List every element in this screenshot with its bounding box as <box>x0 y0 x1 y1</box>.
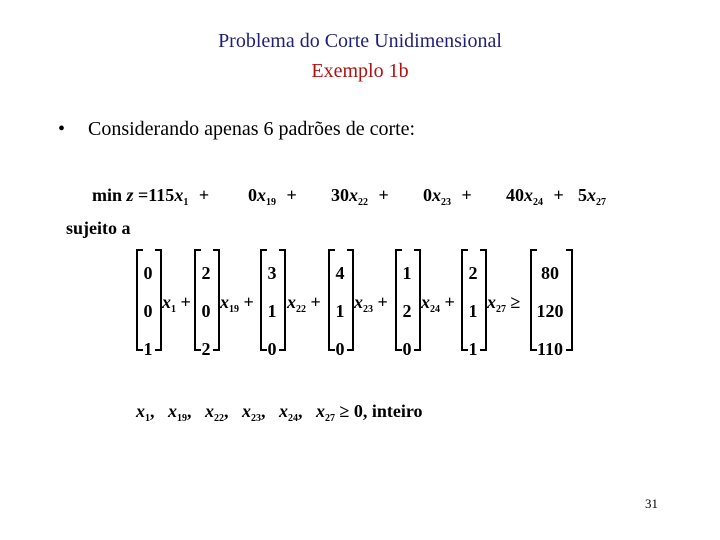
var: x <box>421 292 430 312</box>
slide-title: Problema do Corte Unidimensional <box>218 30 502 52</box>
objective-term <box>506 184 564 214</box>
var: x <box>205 401 214 421</box>
obj-var: x <box>257 185 266 205</box>
right-bracket <box>347 249 354 351</box>
var-sub: 22 <box>214 413 224 424</box>
comma: , <box>224 401 229 421</box>
variable-term <box>220 291 254 321</box>
var: x <box>136 401 145 421</box>
plus-sign: + <box>377 292 388 312</box>
var: x <box>287 292 296 312</box>
matrix-entry: 1 <box>143 339 153 359</box>
matrix-entry: 1 <box>267 301 277 321</box>
var-sub: 23 <box>251 413 261 424</box>
plus-sign: + <box>180 292 191 312</box>
bullet-text: Considerando apenas 6 padrões de corte: <box>88 118 416 140</box>
obj-coef: 30 <box>331 185 349 205</box>
var: x <box>316 401 325 421</box>
comma: , <box>187 401 192 421</box>
var-sub: 22 <box>296 304 306 315</box>
obj-var: x <box>524 185 533 205</box>
var-sub: 1 <box>171 304 176 315</box>
bullet-item <box>58 116 415 142</box>
obj-var: x <box>432 185 441 205</box>
matrix-entry: 0 <box>335 339 345 359</box>
var: x <box>487 292 496 312</box>
domain-tail: 0, inteiro <box>353 401 423 421</box>
var: x <box>162 292 171 312</box>
matrix-entry: 0 <box>143 263 153 283</box>
matrix-entry: 3 <box>267 263 277 283</box>
var-sub: 27 <box>496 304 506 315</box>
column-vector <box>264 254 280 368</box>
variable-term <box>354 291 388 321</box>
matrix-entry: 0 <box>143 301 153 321</box>
matrix-entry: 1 <box>335 301 345 321</box>
matrix-entry: 2 <box>402 301 412 321</box>
obj-var: x <box>587 185 596 205</box>
plus-sign: + <box>444 292 455 312</box>
matrix-entry: 1 <box>468 301 478 321</box>
page-number: 31 <box>645 496 658 511</box>
obj-sub: 23 <box>441 197 451 208</box>
matrix-entry: 2 <box>468 263 478 283</box>
column-vector <box>140 254 156 368</box>
obj-sub: 1 <box>183 197 189 208</box>
rhs-vector <box>534 254 566 368</box>
bullet-dot-icon: • <box>58 118 66 140</box>
right-bracket <box>414 249 421 351</box>
right-bracket <box>279 249 286 351</box>
objective-term <box>423 184 472 214</box>
plus-sign: + <box>243 292 254 312</box>
obj-sub: 24 <box>533 197 543 208</box>
var: x <box>242 401 251 421</box>
column-vector <box>465 254 481 368</box>
objective-term <box>578 184 606 214</box>
objective-term <box>331 184 389 214</box>
rhs-entry: 80 <box>541 263 559 283</box>
matrix-entry: 0 <box>402 339 412 359</box>
matrix-entry: 0 <box>201 301 211 321</box>
matrix-entry: 1 <box>402 263 412 283</box>
obj-var: x <box>349 185 358 205</box>
matrix-entry: 2 <box>201 339 211 359</box>
plus-sign: + <box>198 185 210 205</box>
obj-coef: 40 <box>506 185 524 205</box>
comma: , <box>298 401 303 421</box>
var-sub: 23 <box>363 304 373 315</box>
var-sub: 1 <box>145 413 150 424</box>
variable-term <box>162 291 191 321</box>
column-vector <box>332 254 348 368</box>
right-bracket <box>213 249 220 351</box>
right-bracket <box>566 249 573 351</box>
obj-sub: 19 <box>266 197 276 208</box>
domain-constraint <box>136 400 423 430</box>
obj-var: x <box>174 185 184 205</box>
objective-function <box>92 184 209 214</box>
right-bracket <box>155 249 162 351</box>
variable-term <box>421 291 455 321</box>
plus-sign: + <box>286 185 297 205</box>
var: x <box>168 401 177 421</box>
objective-term <box>248 184 297 214</box>
var: x <box>220 292 229 312</box>
variable-term <box>487 291 520 321</box>
rhs-entry: 110 <box>536 339 563 359</box>
plus-sign: + <box>378 185 389 205</box>
matrix-entry: 4 <box>335 263 345 283</box>
subject-to-label: sujeito a <box>66 218 131 238</box>
obj-coef: 0 <box>423 185 432 205</box>
column-vector <box>198 254 214 368</box>
min-label: min <box>92 185 123 205</box>
comma: , <box>150 401 155 421</box>
geq-sign: ≥ <box>510 292 521 312</box>
comma: , <box>261 401 266 421</box>
obj-sub: 22 <box>358 197 368 208</box>
var: x <box>354 292 363 312</box>
right-bracket <box>480 249 487 351</box>
obj-coef: 5 <box>578 185 587 205</box>
obj-coef: 115 <box>148 185 175 205</box>
plus-sign: + <box>553 185 564 205</box>
geq-sign: ≥ <box>339 401 350 421</box>
var-sub: 19 <box>229 304 239 315</box>
plus-sign: + <box>310 292 321 312</box>
var: x <box>279 401 288 421</box>
var-sub: 24 <box>288 413 298 424</box>
matrix-entry: 2 <box>201 263 211 283</box>
var-sub: 24 <box>430 304 440 315</box>
plus-sign: + <box>461 185 472 205</box>
variable-term <box>287 291 321 321</box>
column-vector <box>399 254 415 368</box>
obj-sub: 27 <box>596 197 606 208</box>
obj-coef: 0 <box>248 185 257 205</box>
matrix-entry: 1 <box>468 339 478 359</box>
rhs-entry: 120 <box>536 301 564 321</box>
equals-sign: = <box>138 185 149 205</box>
matrix-entry: 0 <box>267 339 277 359</box>
z-var: z <box>126 185 134 205</box>
slide-subtitle: Exemplo 1b <box>311 60 409 82</box>
var-sub: 19 <box>177 413 187 424</box>
var-sub: 27 <box>325 413 335 424</box>
